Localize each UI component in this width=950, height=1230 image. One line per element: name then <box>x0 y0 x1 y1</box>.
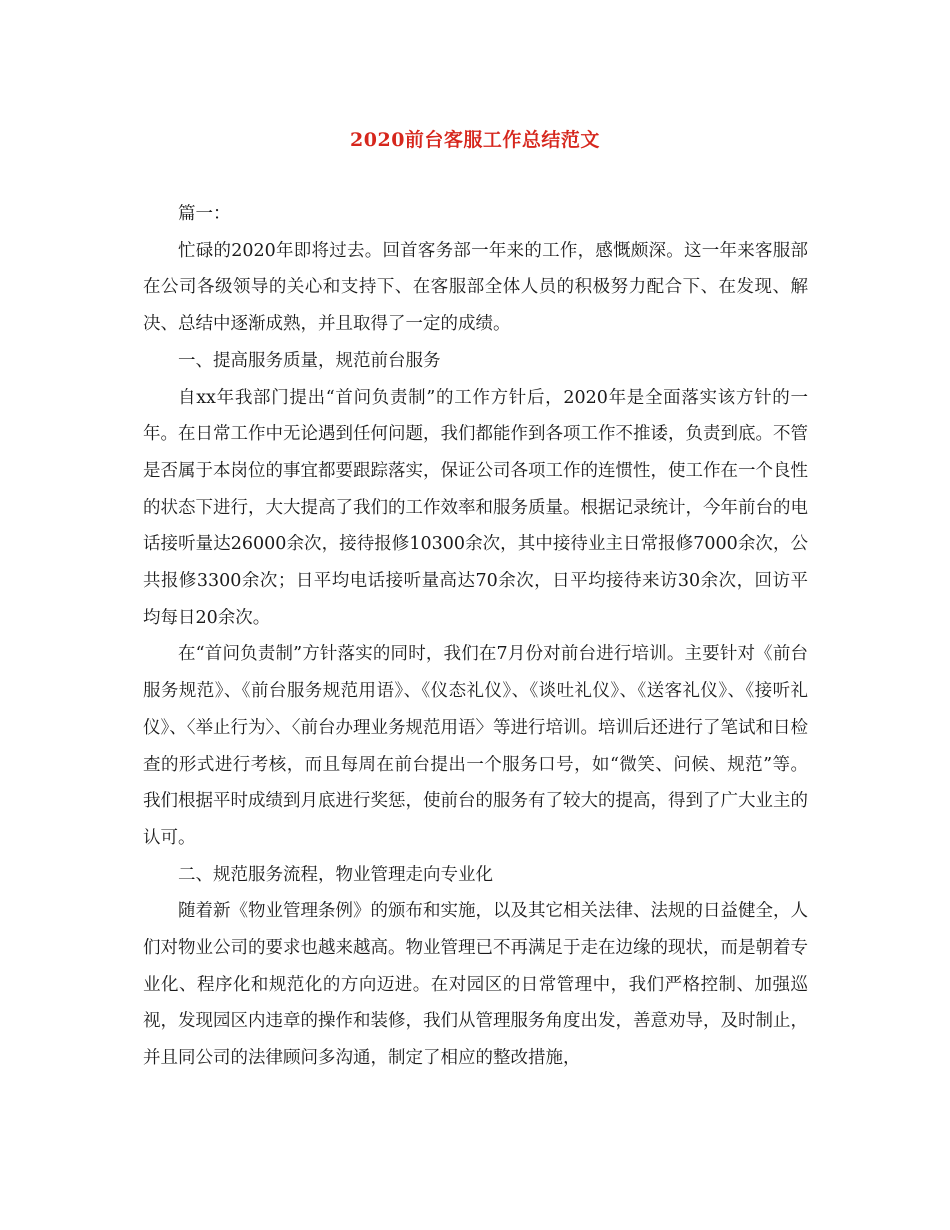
heading-section-1: 一、提高服务质量，规范前台服务 <box>178 350 441 371</box>
paragraph-first-responsibility: 自xx年我部门提出“首问负责制”的工作方针后，2020年是全面落实该方针的一年。在日常工作中无论遇到任何问题，我们都能作到各项工作不推诿，负责到底。不管是否属于本岗位的事宜都要跟踪落实，保证公司各项工作的连惯性，使工作在一个良性的状态下进行，大大提高了我们的工作效率和服务质量。根据记录统计，今年前台的电话接听量达26000余次，接待报修10300余次，其中接待业主日常报修7000余次，公共报修3300余次；日平均电话接听量高达70余次，日平均接待来访30余次，回访平均每日20余次。 <box>143 387 808 628</box>
paragraph-section-label: 篇一： <box>178 204 231 224</box>
paragraph-training: 在“首问负责制”方针落实的同时，我们在7月份对前台进行培训。主要针对《前台服务规范》、《前台服务规范用语》、《仪态礼仪》、《谈吐礼仪》、《送客礼仪》、《接听礼仪》、〈举止行为〉、〈前台办理业务规范用语〉等进行培训。培训后还进行了笔试和日检查的形式进行考核，而且每周在前台提出一个服务口号，如“微笑、问候、规范”等。我们根据平时成绩到月底进行奖惩，使前台的服务有了较大的提高，得到了广大业主的认可。 <box>143 644 808 848</box>
document-title: 2020前台客服工作总结范文 <box>350 129 600 151</box>
heading-section-2: 二、规范服务流程，物业管理走向专业化 <box>178 864 493 885</box>
paragraph-intro: 忙碌的2020年即将过去。回首客务部一年来的工作，感慨颇深。这一年来客服部在公司各级领导的关心和支持下、在客服部全体人员的积极努力配合下、在发现、解决、总结中逐渐成熟，并且取得了一定的成绩。 <box>143 240 808 335</box>
document-body <box>143 196 808 1077</box>
paragraph-regulations: 随着新《物业管理条例》的颁布和实施，以及其它相关法律、法规的日益健全，人们对物业公司的要求也越来越高。物业管理已不再满足于走在边缘的现状，而是朝着专业化、程序化和规范化的方向迈进。在对园区的日常管理中，我们严格控制、加强巡视，发现园区内违章的操作和装修，我们从管理服务角度出发，善意劝导，及时制止，并且同公司的法律顾问多沟通，制定了相应的整改措施， <box>143 901 808 1069</box>
